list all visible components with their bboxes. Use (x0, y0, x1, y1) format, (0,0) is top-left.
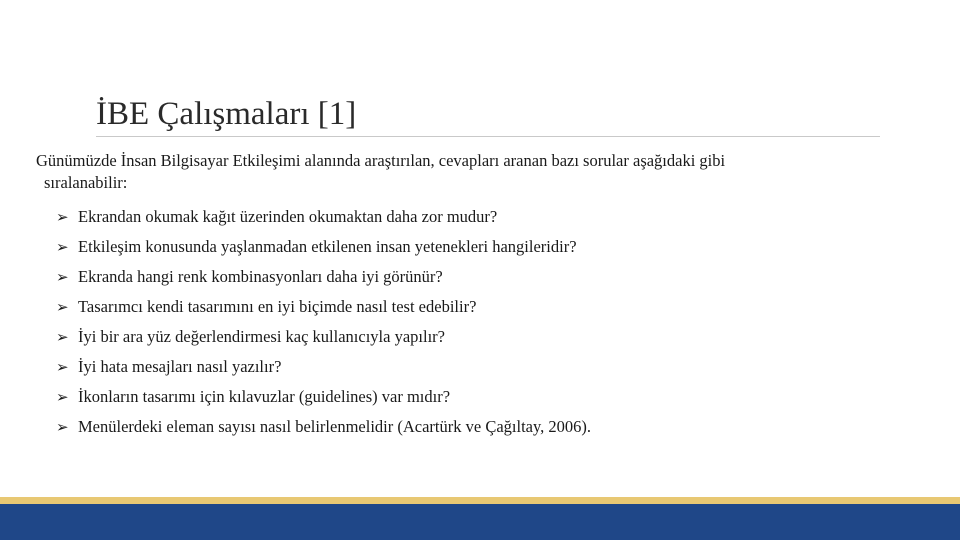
arrow-bullet-icon: ➢ (56, 328, 69, 346)
intro-paragraph (36, 150, 916, 194)
slide-title: İBE Çalışmaları [1] (96, 96, 357, 132)
list-item-text: Ekranda hangi renk kombinasyonları daha iyi görünür? (78, 267, 443, 286)
intro-line-2: sıralanabilir: (44, 173, 128, 192)
arrow-bullet-icon: ➢ (56, 388, 69, 406)
arrow-bullet-icon: ➢ (56, 418, 69, 436)
list-item-text: Tasarımcı kendi tasarımını en iyi biçimde nasıl test edebilir? (78, 297, 477, 316)
list-item (56, 322, 591, 352)
title-divider (96, 136, 880, 137)
arrow-bullet-icon: ➢ (56, 358, 69, 376)
arrow-bullet-icon: ➢ (56, 268, 69, 286)
list-item-text: Etkileşim konusunda yaşlanmadan etkilenen insan yetenekleri hangileridir? (78, 237, 577, 256)
list-item (56, 352, 591, 382)
list-item (56, 202, 591, 232)
list-item-text: İyi bir ara yüz değerlendirmesi kaç kullanıcıyla yapılır? (78, 327, 445, 346)
footer-gold-stripe (0, 497, 960, 504)
list-item-text: İyi hata mesajları nasıl yazılır? (78, 357, 282, 376)
arrow-bullet-icon: ➢ (56, 238, 69, 256)
arrow-bullet-icon: ➢ (56, 298, 69, 316)
list-item (56, 292, 591, 322)
footer-blue-band (0, 504, 960, 540)
arrow-bullet-icon: ➢ (56, 208, 69, 226)
list-item (56, 412, 591, 442)
question-list (56, 202, 591, 442)
intro-line-1: Günümüzde İnsan Bilgisayar Etkileşimi alanında araştırılan, cevapları aranan bazı sorular aşağıdaki gibi (36, 151, 726, 170)
list-item (56, 232, 591, 262)
list-item (56, 382, 591, 412)
list-item-text: İkonların tasarımı için kılavuzlar (guidelines) var mıdır? (78, 387, 451, 406)
list-item-text: Ekrandan okumak kağıt üzerinden okumaktan daha zor mudur? (78, 207, 498, 226)
list-item-text: Menülerdeki eleman sayısı nasıl belirlenmelidir (Acartürk ve Çağıltay, 2006). (78, 417, 592, 436)
list-item (56, 262, 591, 292)
